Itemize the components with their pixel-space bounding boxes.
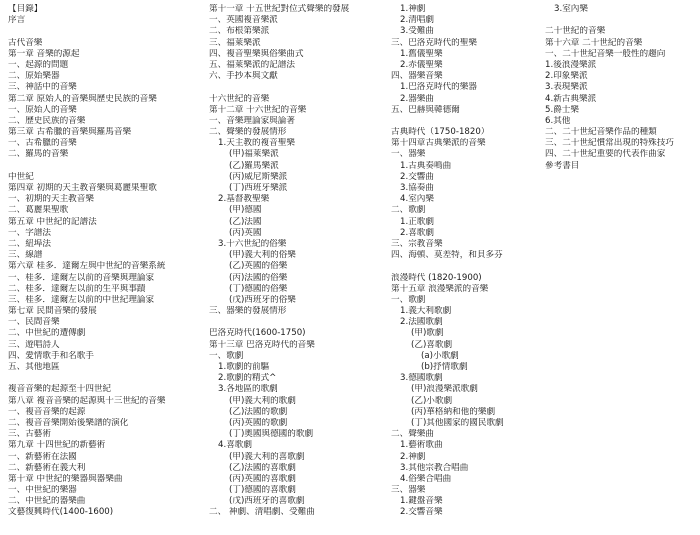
toc-entry: 一、歌劇 bbox=[209, 350, 244, 361]
toc-entry: 三、神話中的音樂 bbox=[8, 82, 77, 93]
toc-entry: 二、新藝術在義大利 bbox=[8, 462, 86, 473]
toc-spacer bbox=[8, 161, 208, 172]
toc-entry: (甲)義大利的歌劇 bbox=[229, 395, 296, 406]
toc-entry: (b)抒情歌劇 bbox=[421, 362, 468, 372]
toc-entry: 二、桂多．達爾左以前的生平與事蹟 bbox=[8, 283, 146, 294]
toc-entry: 三、線譜 bbox=[8, 250, 43, 261]
toc-entry: 第十六章 二十世紀的音樂 bbox=[545, 37, 643, 48]
toc-entry: 五、其他地區 bbox=[8, 362, 60, 372]
toc-entry: 2.交響音樂 bbox=[400, 507, 443, 518]
toc-entry: (甲)義大利的俗樂 bbox=[229, 250, 296, 261]
toc-entry: 第十三章 巴洛克時代的音樂 bbox=[209, 339, 315, 350]
toc-entry: 四、二十世紀重要的代表作曲家 bbox=[545, 149, 666, 160]
toc-entry: (丁)西班牙樂派 bbox=[229, 183, 288, 193]
toc-entry: 2.器樂曲 bbox=[400, 93, 434, 104]
toc-entry: (丙)英國 bbox=[229, 227, 262, 238]
toc-entry: 二、原始樂器 bbox=[8, 71, 60, 82]
toc-entry: 三、二十世紀慣常出現的特殊技巧 bbox=[545, 138, 674, 149]
toc-entry: (甲)德國 bbox=[229, 205, 262, 216]
toc-entry: 一、桂多．達爾左以前的音樂與理論家 bbox=[8, 272, 155, 283]
toc-entry: 複音音樂的起源至十四世紀 bbox=[8, 384, 112, 395]
toc-entry: (乙)英國的俗樂 bbox=[229, 261, 288, 272]
toc-entry: 第六章 桂多．達爾左與中世紀的音樂系統 bbox=[8, 261, 166, 272]
toc-spacer bbox=[391, 261, 541, 272]
toc-entry: 【目錄】 bbox=[8, 4, 43, 14]
toc-entry: 一、初期的天主教音樂 bbox=[8, 194, 94, 205]
toc-column-1 bbox=[8, 4, 208, 519]
toc-entry: 二、紐埠法 bbox=[8, 238, 51, 249]
toc-entry: 3.室內樂 bbox=[554, 4, 588, 14]
toc-entry: 文藝復興時代(1400-1600) bbox=[8, 507, 114, 518]
toc-entry: 一、新藝術在法國 bbox=[8, 451, 77, 462]
toc-spacer bbox=[545, 15, 700, 26]
toc-entry: (a)小歌劇 bbox=[421, 350, 459, 361]
toc-entry: 3.十六世紀的俗樂 bbox=[218, 238, 287, 249]
toc-entry: 1.歌劇的前驅 bbox=[218, 362, 270, 372]
toc-entry: 5.爵士樂 bbox=[545, 104, 579, 115]
toc-entry: 2.喜歌劇 bbox=[400, 227, 434, 238]
toc-entry: 中世紀 bbox=[8, 171, 34, 182]
toc-entry: 二、中世紀的器樂曲 bbox=[8, 496, 86, 507]
toc-entry: 四、愛情歌手和名歌手 bbox=[8, 350, 94, 361]
toc-entry: 6.其他 bbox=[545, 115, 571, 126]
toc-entry: (丙)威尼斯樂派 bbox=[229, 171, 288, 182]
toc-entry: 五、福萊樂派的記譜法 bbox=[209, 59, 295, 70]
toc-entry: 古典時代（1750-1820） bbox=[391, 127, 490, 138]
toc-entry: (乙)喜歌劇 bbox=[411, 339, 453, 350]
toc-entry: (丁)奧國與德國的歌劇 bbox=[229, 429, 314, 440]
toc-entry: 4.室內樂 bbox=[400, 194, 434, 205]
toc-entry: 第十一章 十五世紀對位式聲樂的發展 bbox=[209, 4, 350, 14]
toc-column-2 bbox=[209, 4, 399, 519]
toc-spacer bbox=[209, 82, 399, 93]
toc-entry: 2.歌劇的精式^ bbox=[218, 373, 277, 384]
toc-entry: 4.喜歌劇 bbox=[218, 440, 252, 451]
toc-entry: 二十世紀的音樂 bbox=[545, 26, 606, 37]
toc-entry: 4.俗樂合唱曲 bbox=[400, 473, 452, 484]
toc-column-3 bbox=[391, 4, 541, 519]
toc-entry: 一、字譜法 bbox=[8, 227, 51, 238]
toc-entry: 一、中世紀的樂器 bbox=[8, 485, 77, 496]
toc-entry: (丙)法國的俗樂 bbox=[229, 272, 288, 283]
toc-entry: 三、古藝術 bbox=[8, 429, 51, 440]
toc-entry: 二、中世紀的遭傳劇 bbox=[8, 328, 86, 339]
toc-entry: 3.協奏曲 bbox=[400, 183, 434, 193]
toc-entry: 古代音樂 bbox=[8, 37, 43, 48]
toc-entry: 一、複音音樂的起源 bbox=[8, 406, 86, 417]
toc-entry: 三、福萊樂派 bbox=[209, 37, 261, 48]
toc-entry: (丁)德國的俗樂 bbox=[229, 283, 288, 294]
toc-entry: 五、巴赫與韓德爾 bbox=[391, 104, 460, 115]
toc-spacer bbox=[8, 26, 208, 37]
toc-spacer bbox=[8, 373, 208, 384]
toc-entry: 1.義大利歌劇 bbox=[400, 306, 452, 317]
toc-entry: 一、歌劇 bbox=[391, 294, 426, 305]
toc-column-4 bbox=[545, 4, 700, 172]
toc-entry: 第九章 十四世紀的新藝術 bbox=[8, 440, 106, 451]
toc-entry: 2.法國歌劇 bbox=[400, 317, 443, 328]
toc-entry: 1.神劇 bbox=[400, 4, 426, 14]
toc-entry: 二、二十世紀音樂作品的種類 bbox=[545, 127, 657, 138]
toc-entry: 一、起源的問題 bbox=[8, 59, 69, 70]
toc-entry: 六、手抄本與文獻 bbox=[209, 71, 278, 82]
toc-entry: 第三章 古希臘的音樂與羅馬音樂 bbox=[8, 127, 132, 138]
toc-entry: (戊)西班牙的喜歌劇 bbox=[229, 496, 305, 507]
toc-entry: 第八章 複音音樂的起源與十三世紀的音樂 bbox=[8, 395, 166, 406]
toc-entry: 2.赤儀聖樂 bbox=[400, 59, 443, 70]
toc-entry: 第四章 初期的天主教音樂與葛麗果聖歌 bbox=[8, 183, 157, 193]
toc-entry: 二、 神劇、清唱劇、受難曲 bbox=[209, 507, 315, 518]
toc-entry: 二、聲樂曲 bbox=[391, 429, 434, 440]
toc-spacer bbox=[209, 317, 399, 328]
toc-entry: 1.舊儀聖樂 bbox=[400, 48, 443, 59]
toc-entry: 三、桂多．達爾左以前的中世紀理論家 bbox=[8, 294, 155, 305]
toc-entry: 一、二十世紀音樂一般性的趨向 bbox=[545, 48, 666, 59]
toc-entry: 第一章 音樂的源起 bbox=[8, 48, 80, 59]
toc-entry: 第五章 中世紀的記譜法 bbox=[8, 216, 97, 227]
toc-entry: (乙)小歌劇 bbox=[411, 395, 453, 406]
toc-entry: (乙)法國的歌劇 bbox=[229, 406, 288, 417]
toc-entry: 二、羅馬的音樂 bbox=[8, 149, 69, 160]
toc-entry: (乙)羅馬樂派 bbox=[229, 160, 279, 171]
toc-entry: 三、宗教音樂 bbox=[391, 238, 443, 249]
toc-entry: 3.受難曲 bbox=[400, 26, 434, 37]
toc-entry: 1.後浪漫樂派 bbox=[545, 59, 597, 70]
toc-entry: 二、歷史民族的音樂 bbox=[8, 115, 86, 126]
toc-entry: 1.巴洛克時代的樂器 bbox=[400, 82, 477, 93]
toc-entry: (丁)其他國家的國民歌劇 bbox=[411, 417, 504, 428]
toc-entry: (丙)華格納和他的樂劇 bbox=[411, 406, 496, 417]
toc-entry: 二、複音音樂開始後樂譜的演化 bbox=[8, 417, 129, 428]
toc-entry: 三、器樂 bbox=[391, 485, 426, 496]
toc-entry: 1.藝術歌曲 bbox=[400, 440, 443, 451]
toc-entry: 三、遊唱詩人 bbox=[8, 339, 60, 350]
toc-entry: (甲)浪漫樂派歌劇 bbox=[411, 384, 478, 395]
toc-entry: 參考書目 bbox=[545, 160, 580, 171]
toc-entry: 第十五章 浪漫樂派的音樂 bbox=[391, 283, 489, 294]
toc-entry: 第十二章 十六世紀的音樂 bbox=[209, 104, 307, 115]
toc-entry: 3.各地區的歌劇 bbox=[218, 384, 278, 395]
toc-entry: 二、布根第樂派 bbox=[209, 26, 270, 37]
toc-entry: 四、器樂音樂 bbox=[391, 71, 443, 82]
toc-entry: 2.神劇 bbox=[400, 451, 426, 462]
toc-entry: (丁)德國的喜歌劇 bbox=[229, 485, 296, 496]
toc-entry: 一、音樂理論家與論著 bbox=[209, 115, 295, 126]
toc-entry: 2.交響曲 bbox=[400, 171, 434, 182]
toc-entry: 一、原始人的音樂 bbox=[8, 104, 77, 115]
toc-entry: 3.德國歌劇 bbox=[400, 373, 443, 384]
toc-entry: 二、葛麗果聖歌 bbox=[8, 205, 69, 216]
toc-entry: 第二章 原始人的音樂與歷史民族的音樂 bbox=[8, 93, 157, 104]
toc-entry: 1.鍵盤音樂 bbox=[400, 496, 443, 507]
toc-entry: (甲)福萊樂派 bbox=[229, 149, 279, 160]
toc-entry: 一、器樂 bbox=[391, 149, 426, 160]
toc-entry: (乙)法國的喜歌劇 bbox=[229, 462, 296, 473]
toc-entry: 一、民間音樂 bbox=[8, 317, 60, 328]
toc-entry: 四、複音聖樂與俗樂曲式 bbox=[209, 48, 304, 59]
toc-entry: 三、器樂的發展情形 bbox=[209, 306, 287, 317]
toc-entry: (丙)英國的歌劇 bbox=[229, 417, 288, 428]
toc-entry: 十六世紀的音樂 bbox=[209, 93, 270, 104]
toc-entry: 1.古典奏鳴曲 bbox=[400, 160, 452, 171]
toc-entry: (甲)義大利的喜歌劇 bbox=[229, 451, 305, 462]
toc-entry: 2.清唱劇 bbox=[400, 15, 434, 26]
toc-entry: 3.其他宗教合唱曲 bbox=[400, 462, 469, 473]
toc-entry: 第七章 民間音樂的發展 bbox=[8, 306, 97, 317]
toc-entry: (丙)英國的喜歌劇 bbox=[229, 473, 296, 484]
toc-entry: 二、歌劇 bbox=[391, 205, 426, 216]
toc-entry: 2.基督教聖樂 bbox=[218, 194, 270, 205]
toc-entry: 一、古希臘的音樂 bbox=[8, 138, 77, 149]
toc-entry: 浪漫時代 (1820-1900) bbox=[391, 272, 482, 283]
toc-entry: (甲)歌劇 bbox=[411, 328, 444, 339]
toc-entry: (戊)西班牙的俗樂 bbox=[229, 294, 296, 305]
toc-entry: 第十章 中世紀的樂器與器樂曲 bbox=[8, 473, 123, 484]
toc-entry: 第十四章古典樂派的音樂 bbox=[391, 138, 486, 149]
toc-entry: 巴洛克時代(1600-1750) bbox=[209, 328, 306, 339]
toc-entry: 1.天主教的複音聖樂 bbox=[218, 138, 295, 149]
toc-entry: (乙)法國 bbox=[229, 216, 262, 227]
toc-entry: 3.表現樂派 bbox=[545, 82, 588, 93]
toc-entry: 四、海頓、莫差特，和貝多芬 bbox=[391, 250, 503, 261]
toc-entry: 一、英國複音樂派 bbox=[209, 15, 278, 26]
toc-entry: 序言 bbox=[8, 15, 26, 26]
toc-entry: 2.印象樂派 bbox=[545, 71, 588, 82]
toc-entry: 二、聲樂的發展情形 bbox=[209, 127, 287, 138]
toc-entry: 1.正歌劇 bbox=[400, 216, 434, 227]
toc-entry: 4.新古典樂派 bbox=[545, 93, 597, 104]
toc-entry: 三、巴洛克時代的聖樂 bbox=[391, 37, 477, 48]
toc-spacer bbox=[391, 116, 541, 127]
